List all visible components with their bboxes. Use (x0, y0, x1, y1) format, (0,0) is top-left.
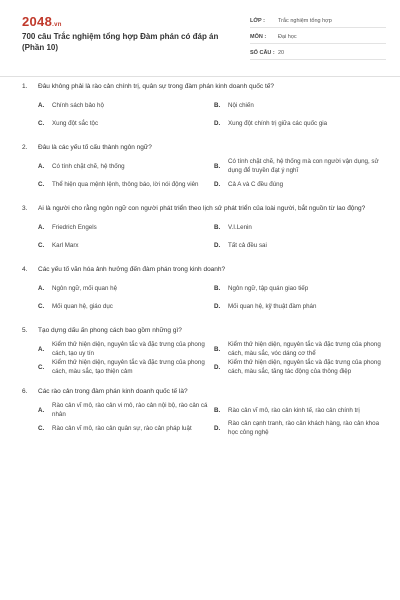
answer-options (22, 279, 386, 315)
question-header (22, 326, 386, 336)
question-text: Tạo dựng dấu ấn phong cách bao gồm những gì? (38, 327, 182, 334)
meta-value: Đại học (278, 33, 297, 40)
question-text: Các yếu tố văn hóa ảnh hưởng đến đàm phán trong kinh doanh? (38, 266, 226, 273)
option-letter: D. (214, 241, 221, 249)
question-number: 5. (22, 327, 28, 334)
logo-main: 2048 (22, 14, 53, 29)
answer-option[interactable] (38, 236, 210, 254)
answer-option[interactable] (214, 218, 386, 236)
option-letter: B. (214, 101, 221, 109)
question-text: Các rào cản trong đàm phán kinh doanh quốc tế là? (38, 388, 188, 395)
meta-row-question-count (250, 46, 386, 60)
option-text: Cả A và C đều đúng (228, 180, 284, 188)
option-text: Mối quan hệ, kỹ thuật đàm phán (228, 302, 317, 310)
option-text: Kiểm thử hiện diện, nguyên tắc và đặc trưng của phong cách, màu sắc, tạo thiện cảm (52, 359, 205, 375)
question-header (22, 204, 386, 214)
option-letter: A. (38, 223, 45, 231)
option-letter: C. (38, 180, 45, 188)
option-text: Xung đột chính trị giữa các quốc gia (228, 119, 328, 127)
question-list (22, 82, 386, 448)
meta-row-subject (250, 30, 386, 44)
answer-option[interactable] (214, 419, 386, 437)
option-letter: D. (214, 302, 221, 310)
option-letter: C. (38, 241, 45, 249)
option-letter: A. (38, 162, 45, 170)
option-text: V.I.Lenin (228, 223, 252, 231)
question-number: 3. (22, 205, 28, 212)
answer-options (22, 218, 386, 254)
meta-label: SỐ CÂU : (250, 49, 275, 56)
option-text: Kiểm thử hiện diện, nguyên tắc và đặc trưng của phong cách, màu sắc, tăng tác động của thông điệp (228, 359, 381, 375)
question-number: 2. (22, 144, 28, 151)
question (22, 265, 386, 315)
answer-option[interactable] (214, 340, 386, 358)
answer-options (22, 401, 386, 437)
option-text: Karl Marx (52, 241, 79, 249)
question (22, 204, 386, 254)
document-title: 700 câu Trắc nghiệm tổng hợp Đàm phán có đáp án (Phần 10) (22, 32, 219, 52)
document-header (22, 14, 386, 66)
answer-option[interactable] (214, 175, 386, 193)
question (22, 326, 386, 376)
meta-value: Trắc nghiệm tổng hợp (278, 17, 332, 24)
option-text: Friedrich Engels (52, 223, 97, 231)
header-divider (0, 76, 400, 77)
option-letter: B. (214, 223, 221, 231)
answer-option[interactable] (214, 401, 386, 419)
option-letter: B. (214, 345, 221, 353)
answer-option[interactable] (38, 175, 210, 193)
option-letter: B. (214, 284, 221, 292)
answer-option[interactable] (38, 340, 210, 358)
answer-option[interactable] (38, 401, 210, 419)
option-letter: B. (214, 162, 221, 170)
option-text: Nội chiến (228, 101, 254, 109)
document-meta (250, 14, 386, 62)
answer-option[interactable] (214, 358, 386, 376)
option-letter: D. (214, 363, 221, 371)
question-number: 4. (22, 266, 28, 273)
option-letter: B. (214, 406, 221, 414)
answer-option[interactable] (38, 157, 210, 175)
answer-option[interactable] (38, 358, 210, 376)
question-number: 6. (22, 388, 28, 395)
answer-options (22, 96, 386, 132)
option-text: Kiểm thử hiện diện, nguyên tắc và đặc trưng của phong cách, tạo uy tín (52, 341, 205, 357)
question-text: Đâu không phải là rào cản chính trị, quân sự trong đàm phán kinh doanh quốc tế? (38, 83, 274, 90)
answer-option[interactable] (214, 279, 386, 297)
answer-option[interactable] (38, 114, 210, 132)
question-text: Đâu là các yếu tố cấu thành ngôn ngữ? (38, 144, 152, 151)
answer-option[interactable] (214, 236, 386, 254)
meta-value: 20 (278, 49, 285, 56)
option-letter: C. (38, 424, 45, 432)
option-text: Tất cả đều sai (228, 241, 267, 249)
option-letter: A. (38, 284, 45, 292)
option-text: Rào cản vĩ mô, rào cản quân sự, rào cản pháp luật (52, 424, 192, 432)
question (22, 82, 386, 132)
question (22, 387, 386, 437)
logo-tld: .vn (52, 22, 62, 28)
option-text: Mối quan hệ, giáo dục (52, 302, 113, 310)
option-text: Xung đột sắc tộc (52, 119, 99, 127)
answer-option[interactable] (38, 218, 210, 236)
answer-option[interactable] (214, 157, 386, 175)
answer-option[interactable] (38, 419, 210, 437)
option-text: Rào cản vĩ mô, rào cản vi mô, rào cản nội bộ, rào cản cá nhân (52, 402, 208, 418)
option-letter: A. (38, 101, 45, 109)
option-letter: D. (214, 424, 221, 432)
answer-option[interactable] (214, 96, 386, 114)
option-text: Chính sách bảo hộ (52, 101, 104, 109)
option-letter: A. (38, 406, 45, 414)
question-text: Ai là người cho rằng ngôn ngữ con người phát triển theo lịch sử phát triển của loài người, bắt nguồn từ lao động? (38, 205, 366, 212)
option-text: Ngôn ngữ, tập quán giao tiếp (228, 284, 309, 292)
option-letter: D. (214, 119, 221, 127)
answer-options (22, 157, 386, 193)
meta-row-class (250, 14, 386, 28)
meta-label: MÔN : (250, 33, 267, 40)
question-header (22, 265, 386, 275)
question-header (22, 82, 386, 92)
option-letter: C. (38, 119, 45, 127)
option-text: Ngôn ngữ, mối quan hệ (52, 284, 118, 292)
answer-option[interactable] (214, 114, 386, 132)
option-text: Rào cản vĩ mô, rào cản kinh tế, rào cản chính trị (228, 406, 360, 414)
answer-options (22, 340, 386, 376)
site-logo[interactable] (22, 14, 62, 29)
answer-option[interactable] (38, 297, 210, 315)
option-text: Có tính chặt chẽ, hệ thống mà con người vận dụng, sử dụng để truyền đạt ý nghĩ (228, 158, 379, 174)
option-text: Thể hiện qua mệnh lệnh, thông báo, lời nói động viên (52, 180, 199, 188)
answer-option[interactable] (214, 297, 386, 315)
answer-option[interactable] (38, 96, 210, 114)
answer-option[interactable] (38, 279, 210, 297)
meta-label: LỚP : (250, 17, 265, 24)
option-text: Rào cản cạnh tranh, rào cản khách hàng, rào cản khoa học công nghệ (228, 420, 380, 436)
question-number: 1. (22, 83, 28, 90)
option-letter: C. (38, 302, 45, 310)
question-header (22, 387, 386, 397)
option-letter: D. (214, 180, 221, 188)
option-letter: A. (38, 345, 45, 353)
question (22, 143, 386, 193)
question-header (22, 143, 386, 153)
option-text: Kiểm thử hiện diện, nguyên tắc và đặc trưng của phong cách, màu sắc, vóc dáng cơ thể (228, 341, 381, 357)
option-letter: C. (38, 363, 45, 371)
option-text: Có tính chặt chẽ, hệ thống (52, 162, 125, 170)
